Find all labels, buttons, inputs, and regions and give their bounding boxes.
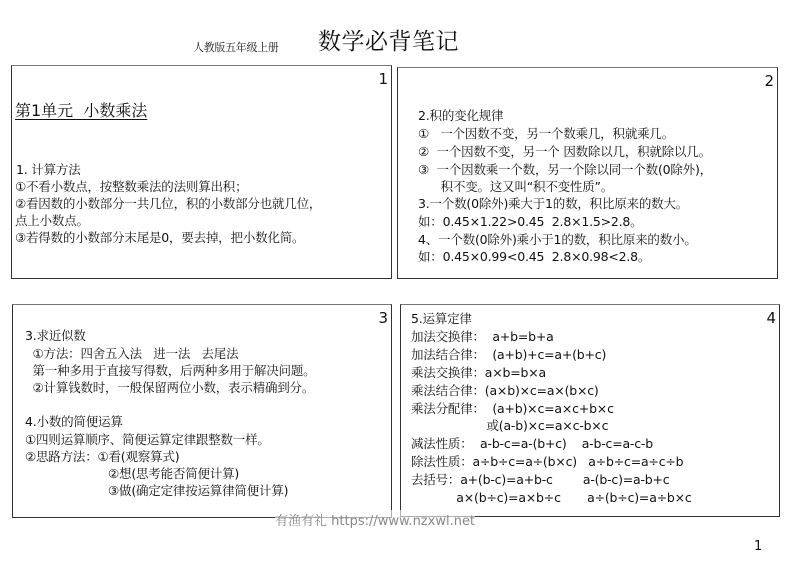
card-number: 1 [378, 70, 388, 88]
card-line: 1. 计算方法 [16, 162, 81, 177]
card-line: 4、一个数(0除外)乘小于1的数，积比原来的数小。 [418, 232, 697, 247]
edition-subtitle: 人教版五年级上册 [193, 41, 279, 54]
card-line: 加法结合律： (a+b)+c=a+(b+c) [411, 347, 607, 362]
note-card-4 [400, 304, 780, 517]
watermark-text: 有渔有礼 https://www.nzxwl.net [275, 510, 475, 529]
card-line: 第一种多用于直接写得数，后两种多用于解决问题。 [25, 363, 316, 378]
card-line: 加法交换律： a+b=b+a [411, 329, 554, 344]
card-line: 5.运算定律 [411, 311, 472, 326]
page-number: 1 [754, 539, 763, 554]
card-line: 如：0.45×1.22>0.45 2.8×1.5>2.8。 [418, 214, 643, 229]
card-line: ①不看小数点，按整数乘法的法则算出积； [15, 179, 248, 194]
card-line: 或(a-b)×c=a×c-b×c [411, 418, 609, 433]
card-line: ② 一个因数不变，另一个 因数除以几，积就除以几。 [418, 144, 711, 159]
card-line: 3.一个数(0除外)乘大于1的数，积比原来的数大。 [418, 196, 689, 211]
card-line: ②计算钱数时，一般保留两位小数，表示精确到分。 [25, 380, 315, 395]
card-line: ②想(思考能否简便计算) [25, 466, 240, 481]
note-card-2 [397, 67, 778, 279]
note-card-1 [11, 65, 392, 279]
note-card-3 [12, 304, 392, 518]
card-line: 积不变。这又叫“积不变性质”。 [418, 179, 614, 194]
card-line: ③若得数的小数部分末尾是0，要去掉，把小数化简。 [15, 230, 305, 245]
card-line: 点上小数点。 [15, 213, 89, 228]
card-line: ②看因数的小数部分一共几位，积的小数部分也就几位， [15, 196, 322, 211]
card-number: 3 [378, 309, 388, 327]
card-line: a×(b÷c)=a×b÷c a÷(b÷c)=a÷b×c [411, 490, 692, 505]
page-title: 数学必背笔记 [318, 29, 459, 55]
card-line: ① 一个因数不变，另一个数乘几，积就乘几。 [418, 126, 675, 141]
card-line: 3.求近似数 [25, 328, 86, 343]
card-line: 2.积的变化规律 [418, 108, 504, 123]
card-line: ①方法：四舍五入法 进一法 去尾法 [25, 346, 239, 361]
unit-heading: 第1单元 小数乘法 [15, 101, 148, 120]
card-line: ②思路方法：①看(观察算式) [25, 449, 180, 464]
card-line: 乘法交换律：a×b=b×a [411, 365, 547, 380]
card-number: 4 [766, 309, 776, 327]
card-number: 2 [764, 72, 774, 90]
card-line: 除法性质：a÷b÷c=a÷(b×c) a÷b÷c=a÷c÷b [411, 454, 684, 469]
card-line: ③ 一个因数乘一个数，另一个除以同一个数(0除外)， [418, 162, 712, 177]
card-line: 减法性质： a-b-c=a-(b+c) a-b-c=a-c-b [411, 436, 653, 451]
card-line: 4.小数的简便运算 [25, 414, 123, 429]
card-line: ①四则运算顺序、简便运算定律跟整数一样。 [25, 432, 270, 447]
card-line: 乘法结合律：(a×b)×c=a×(b×c) [411, 383, 599, 398]
card-line: 去括号：a+(b-c)=a+b-c a-(b-c)=a-b+c [411, 472, 670, 487]
card-line: ③做(确定定律按运算律简便计算) [25, 483, 289, 498]
card-line: 如：0.45×0.99<0.45 2.8×0.98<2.8。 [418, 249, 651, 264]
card-line: 乘法分配律： (a+b)×c=a×c+b×c [411, 401, 614, 416]
